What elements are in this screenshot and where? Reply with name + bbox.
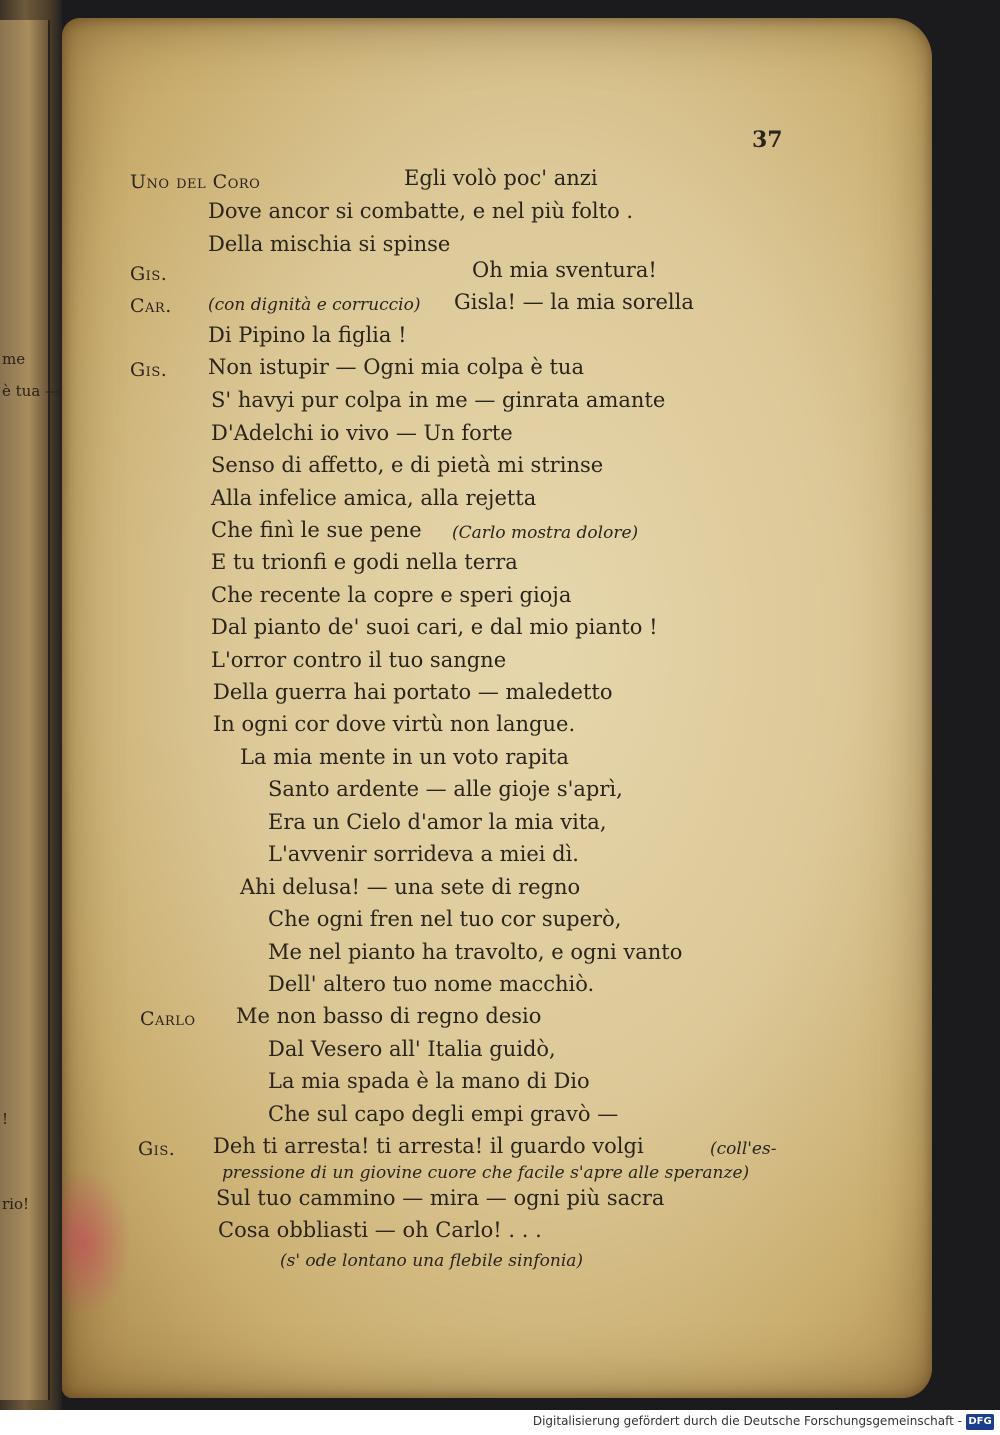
verse-line: Che finì le sue pene [211, 518, 422, 542]
verse-line: Che sul capo degli empi gravò — [268, 1102, 619, 1126]
speaker-label: Gis. [130, 359, 168, 381]
verse-line: L'avvenir sorrideva a miei dì. [268, 842, 579, 866]
verse-line: Che ogni fren nel tuo cor superò, [268, 907, 622, 931]
verse-line: Gisla! — la mia sorella [454, 290, 694, 314]
footer-credit: Digitalisierung gefördert durch die Deutsche Forschungsgemeinschaft - [532, 1414, 962, 1428]
verse-line: Era un Cielo d'amor la mia vita, [268, 810, 607, 834]
verse-line: Me nel pianto ha travolto, e ogni vanto [268, 940, 683, 964]
stage-direction: (con dignità e corruccio) [208, 295, 421, 315]
page-number: 37 [752, 127, 783, 153]
stage-direction: pressione di un giovine cuore che facile s'apre alle speranze) [222, 1163, 750, 1183]
verse-line: Della guerra hai portato — maledetto [213, 680, 613, 704]
verse-line: Di Pipino la figlia ! [208, 323, 407, 347]
verse-line: Me non basso di regno desio [236, 1004, 542, 1028]
speaker-label: Car. [130, 295, 172, 317]
verse-line: Dove ancor si combatte, e nel più folto . [208, 199, 634, 223]
stage-direction: (Carlo mostra dolore) [452, 523, 639, 543]
verse-line: Dal pianto de' suoi cari, e dal mio pianto ! [211, 615, 658, 639]
verse-line: In ogni cor dove virtù non langue. [213, 712, 576, 736]
speaker-label: Uno del Coro [130, 171, 261, 193]
verse-line: La mia mente in un voto rapita [240, 745, 569, 769]
verse-line: Senso di affetto, e di pietà mi strinse [211, 453, 604, 477]
previous-page-edge [0, 20, 61, 1400]
verse-line: D'Adelchi io vivo — Un forte [211, 421, 513, 445]
verse-line: Santo ardente — alle gioje s'aprì, [268, 777, 623, 801]
verse-line: Che recente la copre e speri gioja [211, 583, 572, 607]
verse-line: S' havyi pur colpa in me — ginrata amante [211, 388, 666, 412]
margin-fragment: ! [2, 1110, 9, 1128]
verse-line: Sul tuo cammino — mira — ogni più sacra [216, 1186, 665, 1210]
verse-line: Della mischia si spinse [208, 232, 451, 256]
verse-line: Alla infelice amica, alla rejetta [211, 486, 537, 510]
verse-line: Ahi delusa! — una sete di regno [240, 875, 581, 899]
stage-direction: (s' ode lontano una flebile sinfonia) [280, 1251, 584, 1271]
dfg-logo-icon: DFG [966, 1414, 994, 1430]
speaker-label: Gis. [138, 1138, 176, 1160]
margin-fragment: rio! [2, 1195, 30, 1213]
ink-stain [62, 1168, 132, 1318]
verse-line: Deh ti arresta! ti arresta! il guardo volgi [213, 1134, 644, 1158]
stage-direction: (coll'es- [710, 1139, 777, 1159]
verse-line: Egli volò poc' anzi [404, 166, 598, 190]
verse-line: Dal Vesero all' Italia guidò, [268, 1037, 556, 1061]
book-page [62, 18, 932, 1398]
verse-line: Dell' altero tuo nome macchiò. [268, 972, 595, 996]
verse-line: L'orror contro il tuo sangne [211, 648, 507, 672]
speaker-label: Carlo [140, 1008, 196, 1030]
verse-line: La mia spada è la mano di Dio [268, 1069, 590, 1093]
verse-line: Cosa obbliasti — oh Carlo! . . . [218, 1218, 542, 1242]
speaker-label: Gis. [130, 263, 168, 285]
margin-fragment: me [2, 350, 26, 368]
verse-line: Oh mia sventura! [472, 258, 657, 282]
margin-fragment: è tua — [2, 382, 61, 400]
digitization-footer [0, 1410, 1000, 1435]
verse-line: Non istupir — Ogni mia colpa è tua [208, 355, 584, 379]
verse-line: E tu trionfi e godi nella terra [211, 550, 518, 574]
